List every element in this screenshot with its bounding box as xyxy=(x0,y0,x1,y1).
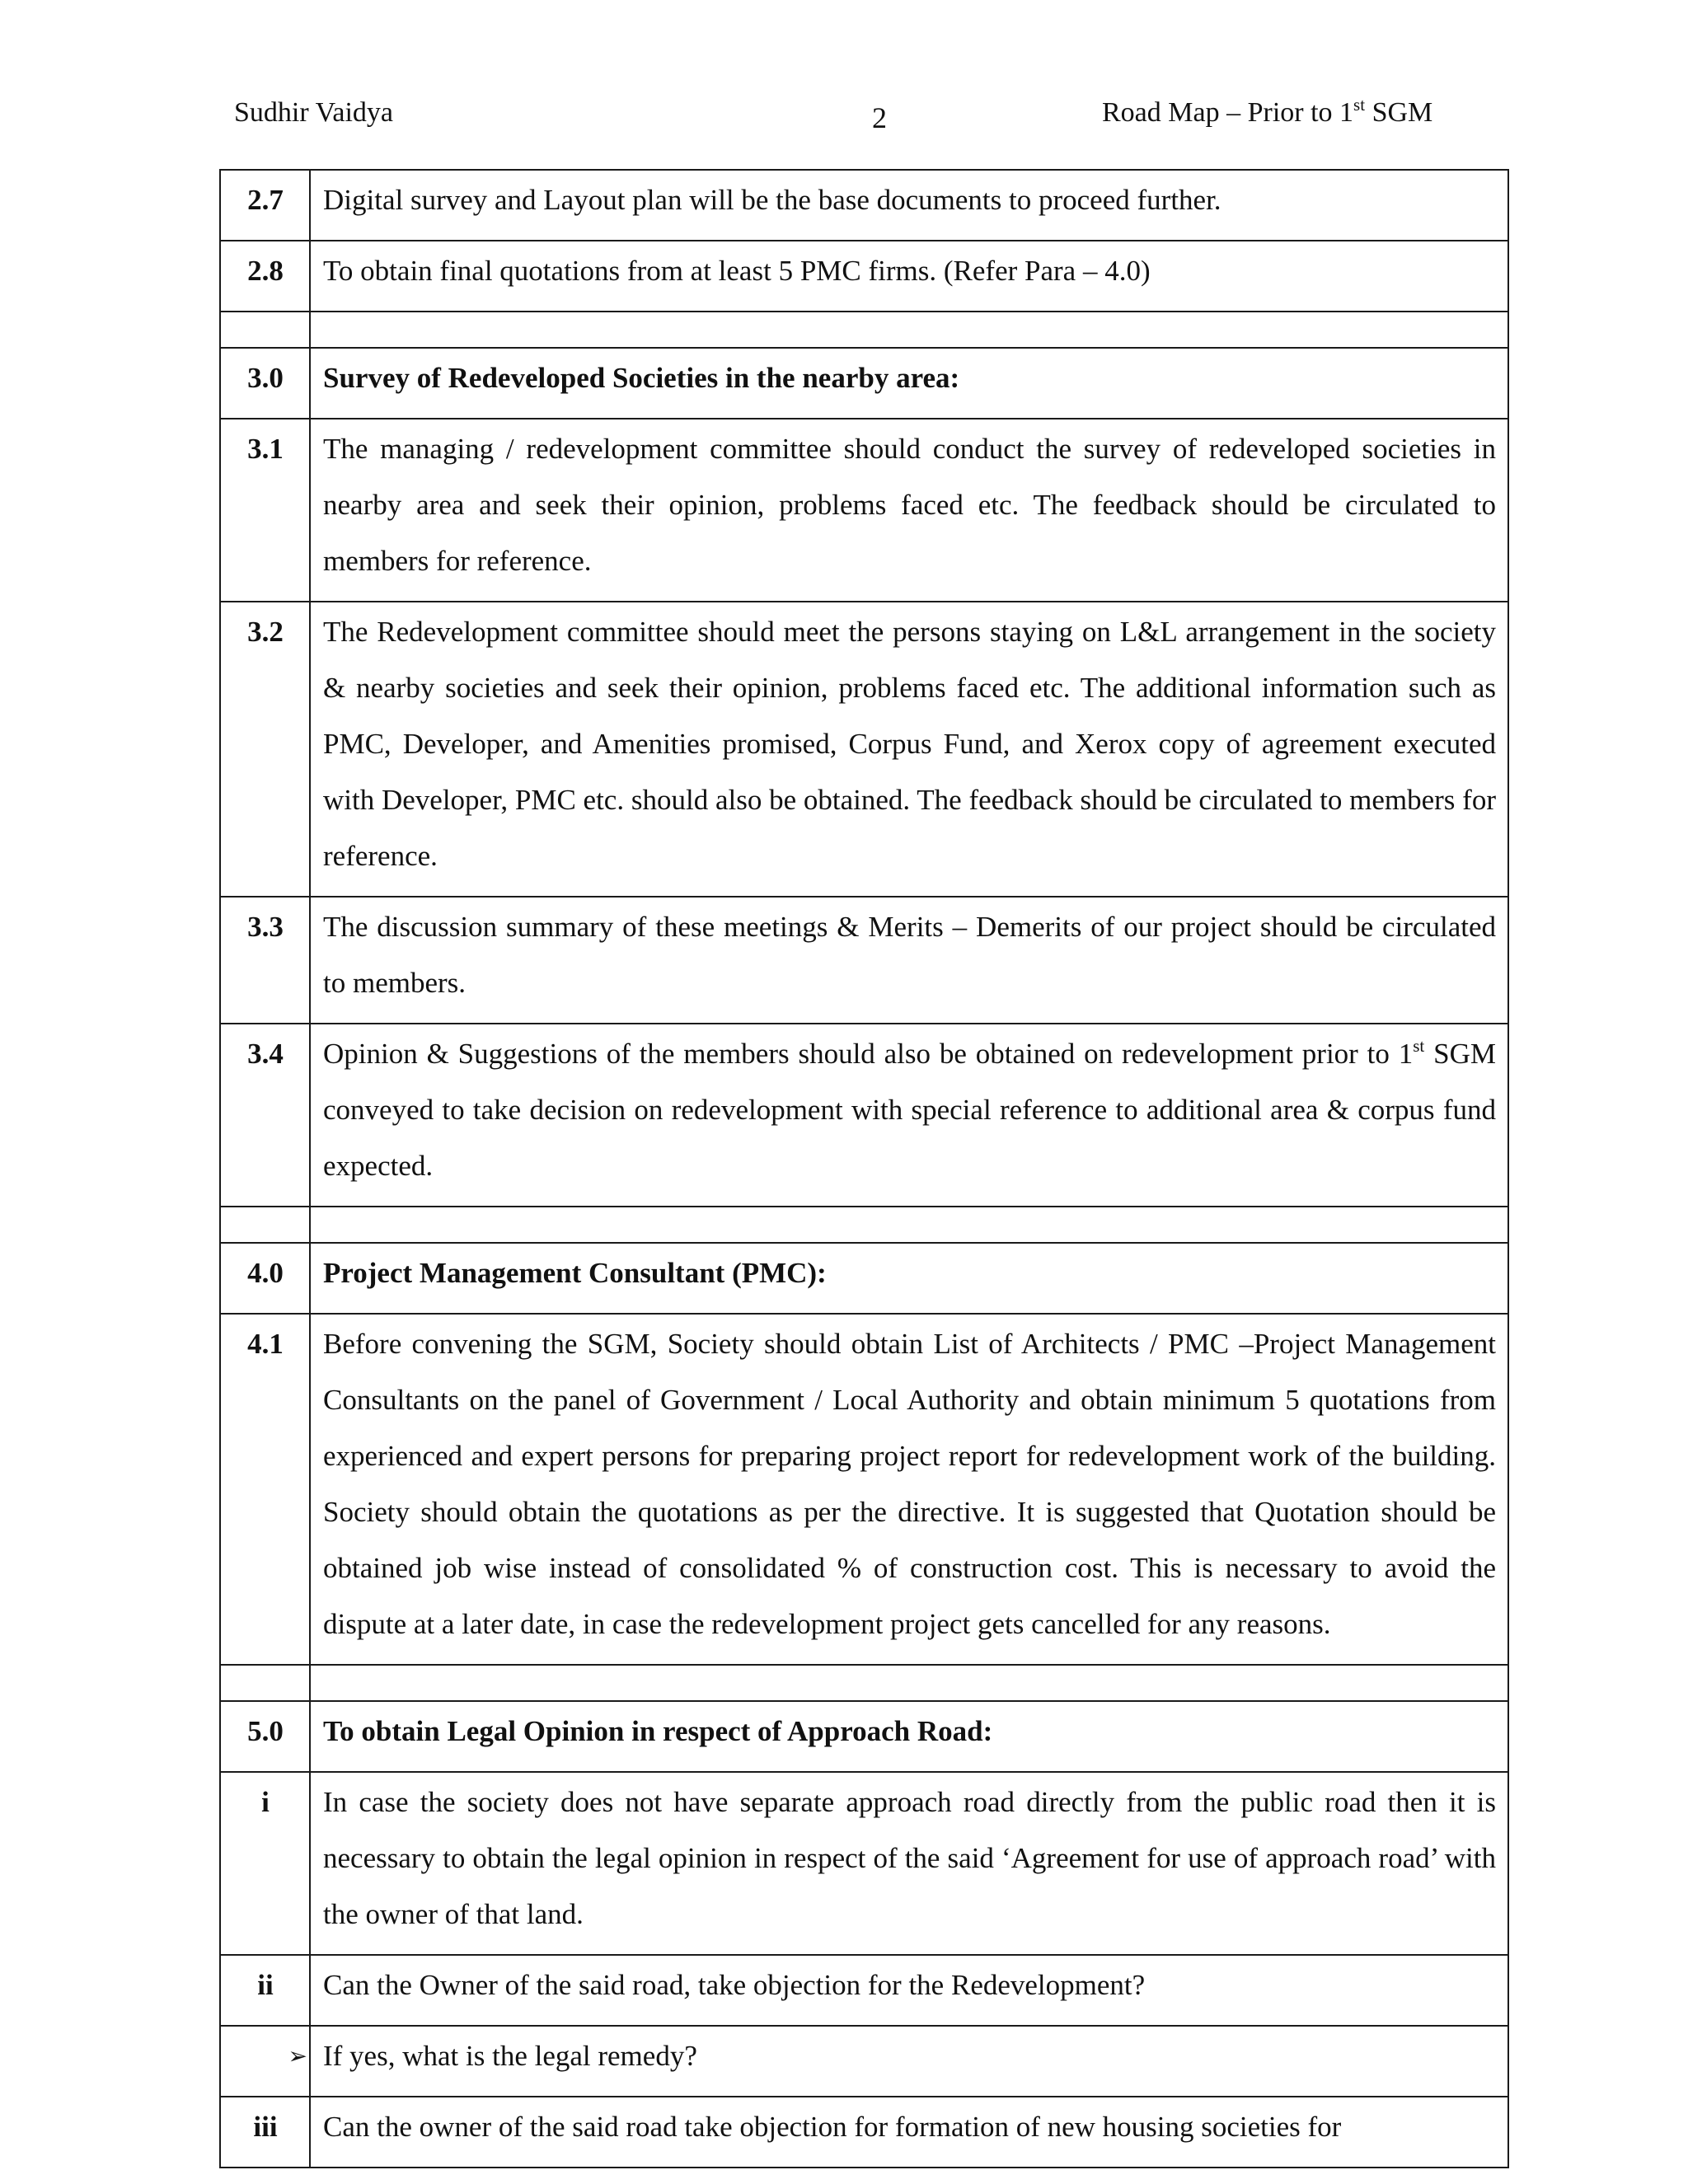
spacer-cell xyxy=(220,312,310,348)
row-number: 4.1 xyxy=(220,1314,310,1665)
table-row-5-iii xyxy=(220,2097,1508,2168)
row-text: The Redevelopment committee should meet the persons staying on L&L arrangement in the society & nearby societies and seek their opinion, problems faced etc. The additional information such as PMC, Developer, and Amenities promised, Corpus Fund, and Xerox copy of agreement executed with Developer, PMC etc. should also be obtained. The feedback should be circulated to members for reference. xyxy=(310,602,1508,897)
section-number: 5.0 xyxy=(220,1701,310,1772)
table-row-3-3 xyxy=(220,897,1508,1024)
row-number: ii xyxy=(220,1955,310,2026)
header-title xyxy=(1102,97,1432,129)
section-number: 3.0 xyxy=(220,348,310,419)
row-number: 2.8 xyxy=(220,241,310,312)
spacer-cell xyxy=(310,1207,1508,1243)
row-number: iii xyxy=(220,2097,310,2168)
row-text: The managing / redevelopment committee should conduct the survey of redeveloped societies in nearby area and seek their opinion, problems faced etc. The feedback should be circulated to members for reference. xyxy=(310,419,1508,602)
table-row-2-8 xyxy=(220,241,1508,312)
table-row-5-ii xyxy=(220,1955,1508,2026)
spacer-cell xyxy=(310,312,1508,348)
section-heading: To obtain Legal Opinion in respect of Approach Road: xyxy=(310,1701,1508,1772)
arrow-bullet-icon: ➢ xyxy=(220,2026,310,2097)
table-spacer-row xyxy=(220,1207,1508,1243)
spacer-cell xyxy=(220,1665,310,1701)
section-number: 4.0 xyxy=(220,1243,310,1314)
table-row-3-1 xyxy=(220,419,1508,602)
table-spacer-row xyxy=(220,312,1508,348)
table-row-5-bullet xyxy=(220,2026,1508,2097)
table-row-2-7 xyxy=(220,170,1508,241)
table-row-3-0 xyxy=(220,348,1508,419)
ordinal-suffix: st xyxy=(1413,1036,1425,1056)
header-page-number: 2 xyxy=(872,101,887,134)
table-row-4-0 xyxy=(220,1243,1508,1314)
table-row-3-4 xyxy=(220,1024,1508,1207)
table-row-4-1 xyxy=(220,1314,1508,1665)
row-text: If yes, what is the legal remedy? xyxy=(310,2026,1508,2097)
table-spacer-row xyxy=(220,1665,1508,1701)
row-number: 3.4 xyxy=(220,1024,310,1207)
table-row-5-i xyxy=(220,1772,1508,1955)
row-number: 3.2 xyxy=(220,602,310,897)
table-row-5-0 xyxy=(220,1701,1508,1772)
section-heading: Project Management Consultant (PMC): xyxy=(310,1243,1508,1314)
row-text-part-a: Opinion & Suggestions of the members should also be obtained on redevelopment prior to 1 xyxy=(323,1038,1414,1070)
row-text: Can the owner of the said road take objection for formation of new housing societies for xyxy=(310,2097,1508,2168)
row-number: 3.1 xyxy=(220,419,310,602)
header-author: Sudhir Vaidya xyxy=(234,97,393,128)
header-title-suffix: SGM xyxy=(1365,97,1433,128)
row-text: In case the society does not have separate approach road directly from the public road then it is necessary to obtain the legal opinion in respect of the said ‘Agreement for use of approach road’ with the owner of that land. xyxy=(310,1772,1508,1955)
page-header xyxy=(0,97,1688,135)
table-row-3-2 xyxy=(220,602,1508,897)
row-number: 2.7 xyxy=(220,170,310,241)
section-heading: Survey of Redeveloped Societies in the nearby area: xyxy=(310,348,1508,419)
row-text-part-b: SGM conveyed to take decision on redevelopment with special reference to additional area & corpus fund expected. xyxy=(323,1038,1496,1182)
row-text: To obtain final quotations from at least 5 PMC firms. (Refer Para – 4.0) xyxy=(310,241,1508,312)
row-text: The discussion summary of these meetings & Merits – Demerits of our project should be circulated to members. xyxy=(310,897,1508,1024)
row-number: 3.3 xyxy=(220,897,310,1024)
row-number: i xyxy=(220,1772,310,1955)
spacer-cell xyxy=(310,1665,1508,1701)
row-text: Digital survey and Layout plan will be the base documents to proceed further. xyxy=(310,170,1508,241)
header-title-ordinal: st xyxy=(1353,95,1366,115)
header-title-prefix: Road Map – Prior to 1 xyxy=(1102,97,1354,128)
spacer-cell xyxy=(220,1207,310,1243)
content-table xyxy=(219,169,1509,2168)
row-text: Before convening the SGM, Society should obtain List of Architects / PMC –Project Management Consultants on the panel of Government / Local Authority and obtain minimum 5 quotations from experienced and expert persons for preparing project report for redevelopment work of the building. Society should obtain the quotations as per the directive. It is suggested that Quotation should be obtained job wise instead of consolidated % of construction cost. This is necessary to avoid the dispute at a later date, in case the redevelopment project gets cancelled for any reasons. xyxy=(310,1314,1508,1665)
row-text xyxy=(310,1024,1508,1207)
row-text: Can the Owner of the said road, take objection for the Redevelopment? xyxy=(310,1955,1508,2026)
